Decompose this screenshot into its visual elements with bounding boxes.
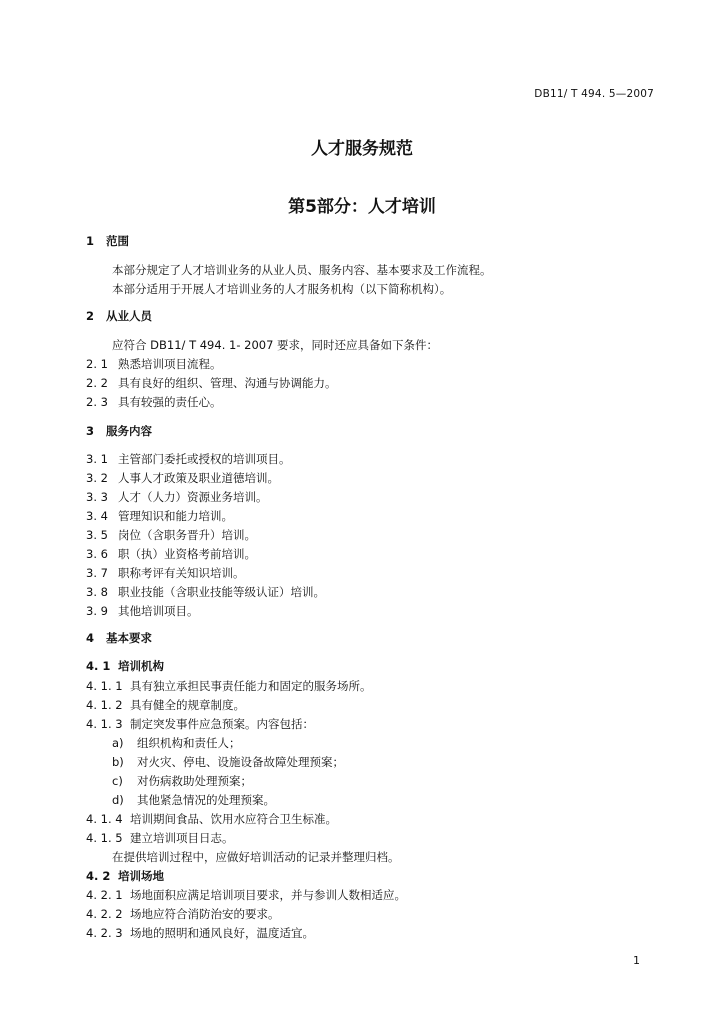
clause-text: 范围 xyxy=(106,234,129,248)
clause-text: 对火灾、停电、设施设备故障处理预案； xyxy=(137,755,344,769)
clause-text: 建立培训项目日志。 xyxy=(130,831,234,845)
clause-text: 职称考评有关知识培训。 xyxy=(118,566,245,580)
clause-text: 从业人员 xyxy=(106,309,152,323)
clause-number: 4. 2. 2 xyxy=(86,907,123,921)
clause-number: 4. 1. 5 xyxy=(86,831,123,845)
clause-number: 4. 1. 1 xyxy=(86,679,123,693)
clause-text: 具有独立承担民事责任能力和固定的服务场所。 xyxy=(130,679,372,693)
clause-number: 4. 2. 1 xyxy=(86,888,123,902)
clause-text: 熟悉培训项目流程。 xyxy=(118,357,222,371)
clause-text: 培训场地 xyxy=(118,869,164,883)
clause-text: 对伤病救助处理预案； xyxy=(137,774,252,788)
clause-text: 培训期间食品、饮用水应符合卫生标准。 xyxy=(130,812,337,826)
clause-number: 3. 6 xyxy=(86,547,108,561)
clause-text: 职业技能（含职业技能等级认证）培训。 xyxy=(118,585,325,599)
clause-text: 职（执）业资格考前培训。 xyxy=(118,547,256,561)
clause-text: 基本要求 xyxy=(106,631,152,645)
clause-text: 制定突发事件应急预案。内容包括： xyxy=(130,717,314,731)
clause-number: d) xyxy=(112,793,124,807)
clause-number: b) xyxy=(112,755,124,769)
clause-number: 3. 5 xyxy=(86,528,108,542)
clause-text: 人事人才政策及职业道德培训。 xyxy=(118,471,279,485)
clause-text: 应符合 DB11/ T 494. 1- 2007 要求，同时还应具备如下条件： xyxy=(112,338,439,352)
clause-text: 组织机构和责任人； xyxy=(137,736,241,750)
clause-text: 场地的照明和通风良好，温度适宜。 xyxy=(130,926,314,940)
clause-number: 4 xyxy=(86,631,95,645)
clause-number: 2. 1 xyxy=(86,357,108,371)
clause-text: 具有较强的责任心。 xyxy=(118,395,222,409)
clause-number: 3. 9 xyxy=(86,604,108,618)
clause-number: 4. 1. 2 xyxy=(86,698,123,712)
clause-text: 其他培训项目。 xyxy=(118,604,199,618)
clause-number: 2 xyxy=(86,309,95,323)
clause-number: 4. 2 xyxy=(86,869,111,883)
page-number: 1 xyxy=(633,954,640,967)
clause-text: 培训机构 xyxy=(118,659,164,673)
clause-number: 3 xyxy=(86,424,95,438)
document-title: 人才服务规范 xyxy=(311,139,413,159)
clause-text: 场地应符合消防治安的要求。 xyxy=(130,907,280,921)
clause-number: 2. 2 xyxy=(86,376,108,390)
clause-number: 3. 1 xyxy=(86,452,108,466)
clause-text: 管理知识和能力培训。 xyxy=(118,509,233,523)
clause-number: 4. 1 xyxy=(86,659,111,673)
clause-text: 在提供培训过程中，应做好培训活动的记录并整理归档。 xyxy=(112,850,400,864)
clause-number: 4. 1. 4 xyxy=(86,812,123,826)
clause-number: 2. 3 xyxy=(86,395,108,409)
clause-text: 服务内容 xyxy=(106,424,152,438)
clause-number: 3. 7 xyxy=(86,566,108,580)
clause-text: 主管部门委托或授权的培训项目。 xyxy=(118,452,291,466)
clause-text: 场地面积应满足培训项目要求，并与参训人数相适应。 xyxy=(130,888,406,902)
clause-number: 4. 1. 3 xyxy=(86,717,123,731)
standard-code: DB11/ T 494. 5—2007 xyxy=(534,88,654,100)
clause-text: 本部分规定了人才培训业务的从业人员、服务内容、基本要求及工作流程。 xyxy=(112,263,492,277)
part-title: 第5部分：人才培训 xyxy=(288,197,436,217)
clause-number: 3. 4 xyxy=(86,509,108,523)
clause-number: 3. 2 xyxy=(86,471,108,485)
clause-text: 岗位（含职务晋升）培训。 xyxy=(118,528,256,542)
clause-number: 3. 8 xyxy=(86,585,108,599)
clause-text: 其他紧急情况的处理预案。 xyxy=(137,793,275,807)
clause-number: a) xyxy=(112,736,124,750)
clause-text: 人才（人力）资源业务培训。 xyxy=(118,490,268,504)
clause-number: 3. 3 xyxy=(86,490,108,504)
clause-number: 4. 2. 3 xyxy=(86,926,123,940)
clause-text: 具有健全的规章制度。 xyxy=(130,698,245,712)
clause-text: 本部分适用于开展人才培训业务的人才服务机构（以下简称机构）。 xyxy=(112,282,452,296)
clause-number: c) xyxy=(112,774,123,788)
clause-number: 1 xyxy=(86,234,95,248)
clause-text: 具有良好的组织、管理、沟通与协调能力。 xyxy=(118,376,337,390)
